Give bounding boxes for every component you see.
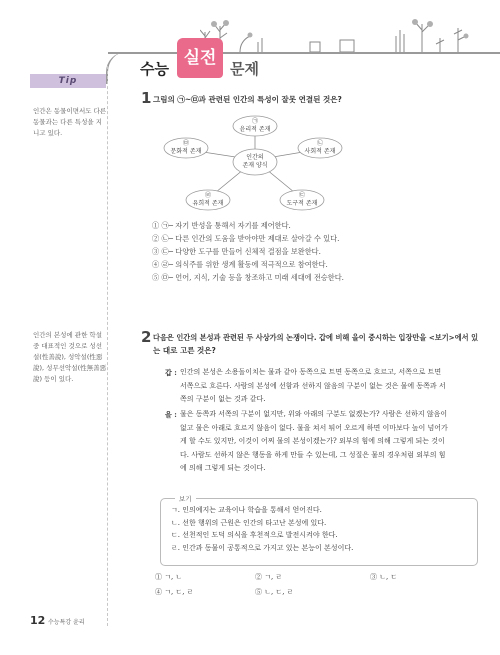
q1-option-1[interactable]: ① ㉠─ 자기 반성을 통해서 자기를 제어한다. — [152, 221, 291, 230]
question-2-number: 2 — [141, 328, 152, 346]
diagram-node-label: 윤리적 존재 — [239, 126, 271, 133]
q1-option-3[interactable]: ③ ㉢─ 다양한 도구를 만들어 신체적 결점을 보완한다. — [152, 247, 321, 256]
page-number: 12 — [30, 614, 46, 627]
diagram-node-d — [186, 192, 230, 208]
diagram-center-node — [233, 154, 277, 170]
diagram-node-mark: ㉠ — [251, 118, 258, 125]
q2-choice-3[interactable]: ③ ㄴ, ㄷ — [370, 573, 398, 581]
diagram-node-c — [280, 192, 324, 208]
bogi-box — [160, 495, 478, 566]
bogi-item: ㄴ. 선한 행위의 근원은 인간의 타고난 본성에 있다. — [171, 518, 327, 527]
header-decoration — [200, 18, 480, 52]
diagram-node-mark: ㉤ — [182, 140, 189, 147]
diagram-node-b — [298, 140, 342, 156]
page-title-prefix: 수능 — [140, 60, 169, 78]
passage-eul — [165, 408, 478, 476]
question-1-number: 1 — [141, 89, 152, 107]
diagram-node-e — [164, 140, 208, 156]
speaker-eul: 을 : — [165, 410, 177, 419]
diagram-node-label: 유희적 존재 — [192, 200, 224, 207]
page-title-badge: 실전 — [177, 38, 223, 78]
diagram-node-a — [233, 118, 277, 134]
passage-gap-line: 인간의 본성은 소용돌이치는 물과 같아 동쪽으로 트면 동쪽으로 흐르고, 서쪽으로 트면 — [180, 368, 442, 376]
q1-option-5[interactable]: ⑤ ㉤─ 언어, 지식, 기술 등을 창조하고 미래 세대에 전승한다. — [152, 273, 344, 282]
q1-option-2[interactable]: ② ㉡─ 다른 인간의 도움을 받아야만 제대로 살아갈 수 있다. — [152, 234, 340, 243]
passage-eul-line: 없고 물은 아래로 흐르지 않음이 없다. 물을 쳐서 튀어 오르게 하면 이마보다 높이 넘어가 — [180, 423, 448, 432]
bogi-item: ㄷ. 선천적인 도덕 의식을 후천적으로 발전시켜야 한다. — [171, 531, 338, 539]
q1-option-4[interactable]: ④ ㉣─ 의식주를 위한 생계 활동에 적극적으로 참여한다. — [152, 260, 328, 269]
bogi-items — [171, 504, 353, 554]
diagram-node-mark: ㉣ — [204, 192, 211, 199]
bogi-label: 보기 — [175, 494, 196, 503]
q2-choice-5[interactable]: ⑤ ㄴ, ㄷ, ㄹ — [255, 588, 294, 596]
sidebar-note-1: 인간은 동물이면서도 다른 동물과는 다른 특성을 지니고 있다. — [33, 107, 107, 137]
diagram-node-label: 도구적 존재 — [286, 200, 318, 207]
passage-gap — [165, 366, 478, 407]
passage-eul-line: 다. 사람도 선하지 않은 행동을 하게 만들 수 있는데, 그 성질은 물의 경우처럼 외부의 힘 — [180, 450, 446, 459]
passage-gap-line: 서쪽으로 흐른다. 사람의 본성에 선함과 선하지 않음의 구분이 없는 것은 물에 동쪽과 서 — [180, 381, 446, 390]
sidebar-note-2: 인간의 본성에 관한 학설 중 대표적인 것으로 성선설(性善說), 성악설(性惡說), 성무선악설(性無善惡說) 등이 있다. — [33, 331, 107, 383]
q2-choice-1[interactable]: ① ㄱ, ㄴ — [155, 573, 183, 581]
passage-eul-line: 에 의해 그렇게 되는 것이다. — [180, 464, 266, 472]
page-title-suffix: 문제 — [230, 60, 259, 78]
question-2-prompt-line-1: 다음은 인간의 본성과 관련된 두 사상가의 논쟁이다. 갑에 비해 을이 중시하는 입장만을 <보기>에서 있 — [153, 333, 479, 342]
q2-choice-4[interactable]: ④ ㄱ, ㄷ, ㄹ — [155, 588, 194, 596]
question-2-prompt-line-2: 는 대로 고른 것은? — [153, 346, 216, 355]
passage-gap-line: 쪽의 구분이 없는 것과 같다. — [180, 395, 266, 403]
diagram-node-label: 사회적 존재 — [304, 148, 336, 155]
diagram-node-mark: ㉡ — [316, 140, 323, 147]
tip-badge: Tip — [30, 74, 106, 88]
diagram-center-label: 인간의 존재 양식 — [242, 154, 268, 169]
tip-sidebar — [30, 66, 108, 626]
bogi-item: ㄹ. 인간과 동물이 공통적으로 가지고 있는 본능이 본성이다. — [171, 543, 354, 552]
speaker-gap: 갑 : — [165, 368, 177, 377]
passage-eul-line: 물은 동쪽과 서쪽의 구분이 없지만, 위와 아래의 구분도 없겠는가? 사람은 선하지 않음이 — [180, 410, 448, 418]
diagram-node-label: 문화적 존재 — [170, 148, 202, 155]
question-1-prompt: 그림의 ㉠~㉤과 관련된 인간의 특성이 잘못 연결된 것은? — [153, 95, 342, 104]
passage-eul-line: 게 할 수도 있지만, 이것이 어찌 물의 본성이겠는가? 외부의 힘에 의해 그렇게 되는 것이 — [180, 437, 445, 445]
q2-choice-2[interactable]: ② ㄱ, ㄹ — [255, 573, 283, 581]
question-1-options — [152, 219, 412, 284]
diagram-node-mark: ㉢ — [298, 192, 305, 199]
question-2-prompt — [153, 331, 483, 357]
header-rule — [108, 52, 500, 54]
book-title: 수능특강 윤리 — [48, 619, 85, 626]
human-existence-diagram — [150, 112, 360, 212]
bogi-item: ㄱ. 인의예지는 교육이나 학습을 통해서 얻어진다. — [171, 506, 322, 514]
